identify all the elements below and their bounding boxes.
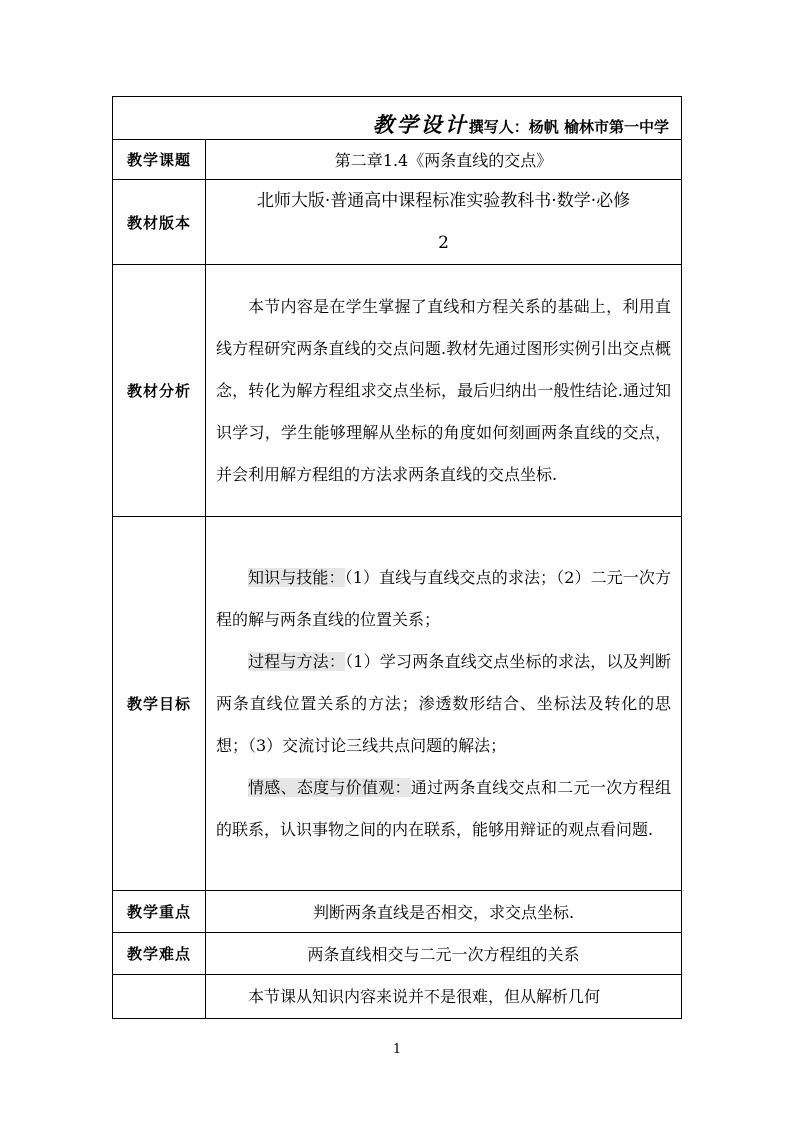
edition-value [206,180,682,265]
continuation-text: 本节课从知识内容来说并不是很难，但从解析几何 [248,986,601,1006]
objective-knowledge [206,557,681,641]
focus-value: 判断两条直线是否相交，求交点坐标. [206,891,682,933]
objective-knowledge-text: （1）直线与直线交点的求法；（2）二元一次方程的解与两条直线的位置关系； [216,567,671,629]
edition-line-2: 2 [438,233,449,253]
continuation-label [113,975,206,1019]
difficulty-value: 两条直线相交与二元一次方程组的关系 [206,933,682,975]
difficulty-label: 教学难点 [113,933,206,975]
objectives-row [113,517,682,891]
topic-row [113,140,682,180]
topic-label: 教学课题 [113,140,206,180]
objective-attitude-head: 情感、态度与价值观： [248,777,411,797]
objective-attitude-text: 通过两条直线交点和二元一次方程组的联系，认识事物之间的内在联系，能够用辩证的观点看问题. [216,777,671,839]
focus-row [113,891,682,933]
objective-process-head: 过程与方法： [248,651,346,671]
continuation-row [113,975,682,1019]
continuation-cell [206,975,682,1019]
document-title: 教学设计 [372,112,469,137]
page-number: 1 [392,1042,402,1057]
analysis-row [113,265,682,517]
edition-line-1: 北师大版·普通高中课程标准实验教科书·数学·必修 [256,191,631,211]
lesson-plan-table [112,96,682,1019]
objectives-cell [206,517,682,891]
header-row [113,97,682,140]
header-cell [113,97,682,140]
objective-process-text: （1）学习两条直线交点坐标的求法，以及判断两条直线位置关系的方法；渗透数形结合、坐标法及转化的思想；（3）交流讨论三线共点问题的解法； [216,651,672,755]
author-line: 撰写人：杨帆 榆林市第一中学 [468,118,670,136]
analysis-cell [206,265,682,517]
analysis-text: 本节内容是在学生掌握了直线和方程关系的基础上，利用直线方程研究两条直线的交点问题.教材先通过图形实例引出交点概念，转化为解方程组求交点坐标，最后归纳出一般性结论.通过知识学习，学生能够理解从坐标的角度如何刻画两条直线的交点，并会利用解方程组的方法求两条直线的交点坐标. [216,296,672,484]
topic-value: 第二章1.4《两条直线的交点》 [206,140,682,180]
objective-process [206,641,681,767]
focus-label: 教学重点 [113,891,206,933]
objective-attitude [206,767,681,851]
edition-row [113,180,682,265]
difficulty-row [113,933,682,975]
analysis-label: 教材分析 [113,265,206,517]
objectives-label: 教学目标 [113,517,206,891]
objective-knowledge-head: 知识与技能： [248,567,345,587]
edition-label: 教材版本 [113,180,206,265]
